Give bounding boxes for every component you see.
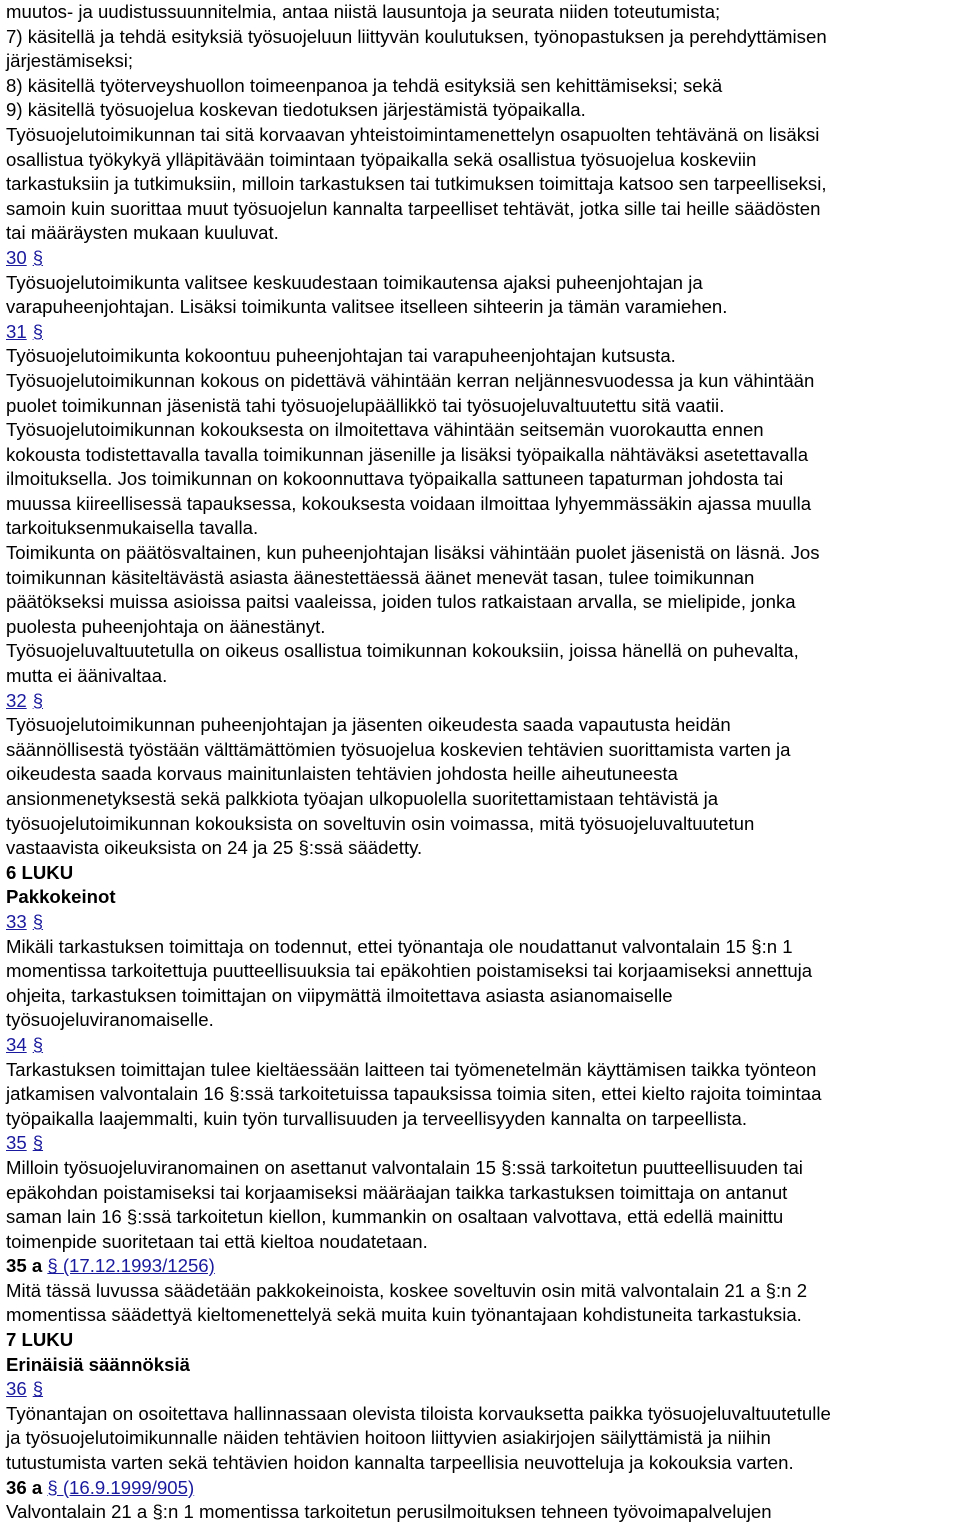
section-link[interactable]	[6, 911, 43, 932]
paragraph-line: Työsuojelutoimikunta kokoontuu puheenjohtajan tai varapuheenjohtajan kutsusta.	[6, 345, 676, 367]
paragraph-line: momentissa tarkoitettuja puutteellisuuksia tai epäkohtien poistamiseksi tai korjaamiseksi annettuja	[6, 960, 813, 982]
section-heading	[6, 246, 956, 271]
section-link[interactable]	[6, 1132, 43, 1153]
paragraph-line: kokousta todistettavalla tavalla toimikunnan jäsenille ja lisäksi työpaikalla nähtäväksi asetettavalla	[6, 443, 809, 465]
paragraph-line: tarkoituksenmukaisella tavalla.	[6, 517, 259, 539]
paragraph-line: Työsuojelutoimikunnan puheenjohtajan ja jäsenten oikeudesta saada vapautusta heidän	[6, 714, 731, 736]
section-heading	[6, 1476, 956, 1501]
paragraph-line: toimenpide suoritetaan tai että kieltoa noudatetaan.	[6, 1230, 428, 1252]
paragraph-line: toimikunnan käsiteltävästä asiasta äänestettäessä äänet menevät tasan, tulee toimikunnan	[6, 566, 755, 588]
section-heading	[6, 1254, 956, 1279]
section-link-text[interactable]: § (16.9.1999/905)	[47, 1476, 195, 1498]
paragraph-line: ilmoituksella. Jos toimikunnan on kokoonnuttava työpaikalla sattuneen tapaturman johdosta tai	[6, 468, 784, 490]
paragraph-line: mutta ei äänivaltaa.	[6, 665, 168, 687]
section-link-text[interactable]: § (17.12.1993/1256)	[47, 1255, 215, 1277]
paragraph-line: Työsuojeluvaltuutetulla on oikeus osallistua toimikunnan kokouksiin, joissa hänellä on puhevalta,	[6, 640, 799, 662]
paragraph-line: 7) käsitellä ja tehdä esityksiä työsuojeluun liittyvän koulutuksen, työnopastuksen ja perehdyttämisen	[6, 25, 827, 47]
section-heading	[6, 1033, 956, 1058]
section-link[interactable]	[6, 247, 43, 268]
paragraph-line: työsuojeluviranomaiselle.	[6, 1009, 214, 1031]
section-heading	[6, 1377, 956, 1402]
paragraph-line: puolet toimikunnan jäsenistä tahi työsuojelupäällikkö tai työsuojeluvaltuutettu sitä vaatii.	[6, 394, 725, 416]
paragraph-line: vastaavista oikeuksista on 24 ja 25 §:ssä säädetty.	[6, 837, 423, 859]
paragraph-line: tutustumista varten sekä tehtävien hoidon kannalta tarpeellisia neuvotteluja ja kokouksia varten.	[6, 1452, 794, 1474]
paragraph-line: Työsuojelutoimikunnan tai sitä korvaavan yhteistoimintamenettelyn osapuolten tehtävänä on lisäksi	[6, 123, 820, 145]
paragraph-line: ja työsuojelutoimikunnalle näiden tehtävien hoitoon liittyvien asiakirjojen säilyttämistä ja niihin	[6, 1427, 771, 1449]
paragraph-line: 8) käsitellä työterveyshuollon toimeenpanoa ja tehdä esityksiä sen kehittämiseksi; sekä	[6, 74, 723, 96]
section-link-text[interactable]: 33	[6, 910, 27, 932]
section-link[interactable]	[47, 1255, 214, 1276]
section-symbol[interactable]: §	[32, 1033, 44, 1055]
paragraph-line: Tarkastuksen toimittajan tulee kieltäessään laitteen tai työmenetelmän käyttämisen taikka työnteon	[6, 1058, 817, 1080]
paragraph-line: ansionmenetyksestä sekä palkkiota työajan ulkopuolella suoritettamistaan tehtävistä ja	[6, 788, 719, 809]
section-heading	[6, 320, 956, 345]
section-symbol[interactable]: §	[32, 910, 44, 932]
section-symbol[interactable]: §	[32, 246, 44, 268]
section-link[interactable]	[47, 1477, 194, 1498]
paragraph-line: varapuheenjohtajan. Lisäksi toimikunta valitsee itselleen sihteerin ja tämän varamiehen.	[6, 296, 728, 318]
paragraph-line: ohjeita, tarkastuksen toimittajan on viipymättä ilmoitettava asiasta asianomaiselle	[6, 984, 673, 1006]
paragraph-line: säännöllisestä työstään välttämättömien työsuojelua koskevien tehtävien suorittamista varten ja	[6, 738, 791, 760]
section-heading	[6, 910, 956, 935]
paragraph-line: työpaikalla laajemmalti, kuin työn turvallisuuden ja terveellisyyden kannalta on tarpeellista.	[6, 1107, 748, 1129]
section-link-text[interactable]: 31	[6, 320, 27, 342]
section-link[interactable]	[6, 321, 43, 342]
section-link-text[interactable]: 32	[6, 689, 27, 711]
section-symbol[interactable]: §	[32, 689, 44, 711]
paragraph-line: saman lain 16 §:ssä tarkoitetun kiellon, kummankin on osaltaan valvottava, että edellä mainittu	[6, 1206, 784, 1228]
paragraph-line: Työnantajan on osoitettava hallinnassaan olevista tiloista korvauksetta paikka työsuojeluvaltuutetulle	[6, 1402, 831, 1424]
section-link[interactable]	[6, 1034, 43, 1055]
paragraph-line: Milloin työsuojeluviranomainen on asettanut valvontalain 15 §:ssä tarkoitetun puutteellisuuden tai	[6, 1156, 803, 1178]
section-link-text[interactable]: 34	[6, 1033, 27, 1055]
paragraph-line: Toimikunta on päätösvaltainen, kun puheenjohtajan lisäksi vähintään puolet jäsenistä on läsnä. Jos	[6, 542, 820, 564]
section-link-text[interactable]: 30	[6, 246, 27, 268]
paragraph-line: tai määräysten mukaan kuuluvat.	[6, 222, 279, 244]
paragraph-line: Työsuojelutoimikunnan kokouksesta on ilmoitettava vähintään seitsemän vuorokautta ennen	[6, 419, 764, 441]
paragraph-line: samoin kuin suorittaa muut työsuojelun kannalta tarpeelliset tehtävät, jotka sille tai heille säädösten	[6, 197, 821, 219]
paragraph-line: oikeudesta saada korvaus mainitunlaisten tehtävien johdosta heille aiheutuneesta	[6, 763, 678, 785]
section-link[interactable]	[6, 690, 43, 711]
paragraph-line: osallistua työkykyä ylläpitävään toimintaan työpaikalla sekä osallistua työsuojelua koskeviin	[6, 148, 757, 170]
paragraph-line: 9) käsitellä työsuojelua koskevan tiedotuksen järjestämistä työpaikalla.	[6, 99, 586, 121]
chapter-heading: 6 LUKU	[6, 861, 74, 883]
paragraph-line: Mitä tässä luvussa säädetään pakkokeinoista, koskee soveltuvin osin mitä valvontalain 21 a §:n 2	[6, 1279, 808, 1301]
section-link[interactable]	[6, 1378, 43, 1399]
legal-document-body	[6, 0, 956, 1525]
chapter-heading: Pakkokeinot	[6, 886, 116, 908]
section-heading	[6, 689, 956, 714]
section-link-text[interactable]: 35	[6, 1132, 27, 1154]
paragraph-line: muutos- ja uudistussuunnitelmia, antaa niistä lausuntoja ja seurata niiden toteutumista;	[6, 1, 721, 22]
paragraph-line: jatkamisen valvontalain 16 §:ssä tarkoitetuissa tapauksissa toimia siten, ettei kielto rajoita toimintaa	[6, 1083, 822, 1105]
paragraph-line: Työsuojelutoimikunnan kokous on pidettävä vähintään kerran neljännesvuodessa ja kun vähintään	[6, 369, 815, 391]
paragraph-line: Työsuojelutoimikunta valitsee keskuudestaan toimikautensa ajaksi puheenjohtajan ja	[6, 271, 703, 293]
section-number: 36 a	[6, 1476, 48, 1498]
paragraph-line: momentissa säädettyä kieltomenettelyä sekä muita kuin työnantajaan kohdistuneita tarkastuksia.	[6, 1304, 802, 1326]
chapter-heading: Erinäisiä säännöksiä	[6, 1353, 190, 1375]
paragraph-line: puolesta puheenjohtaja on äänestänyt.	[6, 615, 326, 637]
paragraph-line: Mikäli tarkastuksen toimittaja on todennut, ettei työnantaja ole noudattanut valvontalain 15 §:n 1	[6, 935, 793, 957]
paragraph-line: muussa kiireellisessä tapauksessa, kokouksesta voidaan ilmoittaa lyhyemmässäkin ajassa muulla	[6, 492, 812, 514]
section-link-text[interactable]: 36	[6, 1378, 27, 1400]
chapter-heading: 7 LUKU	[6, 1329, 74, 1351]
section-number: 35 a	[6, 1255, 48, 1277]
section-symbol[interactable]: §	[32, 1132, 44, 1154]
paragraph-line: järjestämiseksi;	[6, 50, 134, 72]
section-heading	[6, 1131, 956, 1156]
paragraph-line: tarkastuksiin ja tutkimuksiin, milloin tarkastuksen tai tutkimuksen toimittaja katsoo sen tarpeelliseksi,	[6, 173, 827, 195]
paragraph-line: epäkohdan poistamiseksi tai korjaamiseksi määräajan taikka tarkastuksen toimittaja on antanut	[6, 1181, 788, 1203]
paragraph-line: Valvontalain 21 a §:n 1 momentissa tarkoitetun perusilmoituksen tehneen työvoimapalvelujen	[6, 1501, 772, 1523]
section-symbol[interactable]: §	[32, 1378, 44, 1400]
paragraph-line: päätökseksi muissa asioissa paitsi vaaleissa, joiden tulos ratkaistaan arvalla, se mielipide, jonka	[6, 591, 796, 613]
paragraph-line: työsuojelutoimikunnan kokouksista on soveltuvin osin voimassa, mitä työsuojeluvaltuutetun	[6, 812, 755, 834]
section-symbol[interactable]: §	[32, 320, 44, 342]
